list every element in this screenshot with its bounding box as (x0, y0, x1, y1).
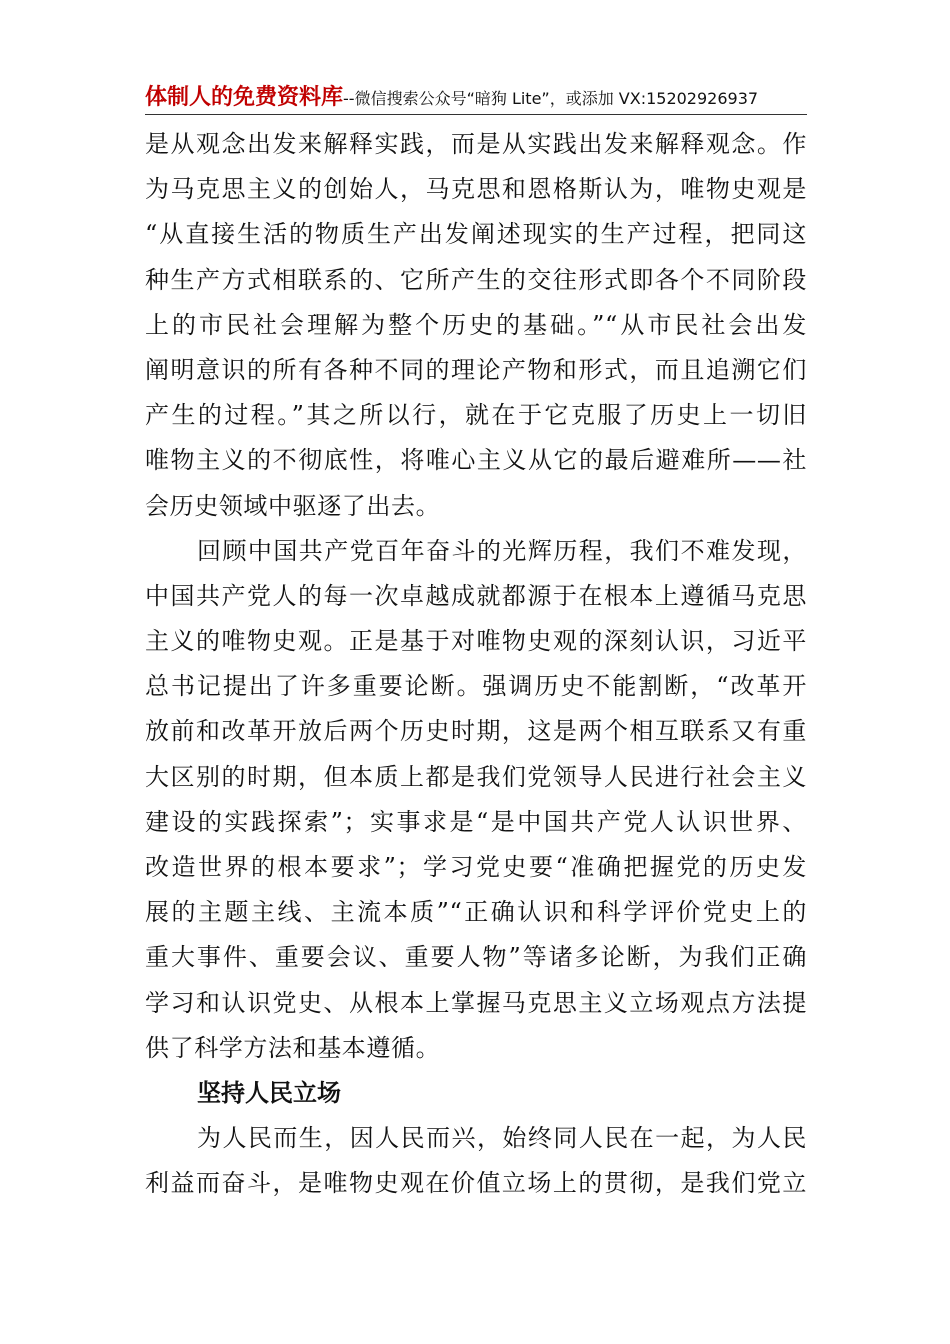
text-line: 大区别的时期，但本质上都是我们党领导人民进行社会主义 (145, 762, 807, 791)
text-line: 中国共产党人的每一次卓越成就都源于在根本上遵循马克思 (145, 581, 807, 610)
text-line: 为马克思主义的创始人，马克思和恩格斯认为，唯物史观是 (145, 175, 807, 204)
text-line: 总书记提出了许多重要论断。强调历史不能割断，“改革开 (145, 672, 807, 701)
text-line: 供了科学方法和基本遵循。 (145, 1033, 441, 1062)
header-divider (145, 114, 807, 115)
text-line: 主义的唯物史观。正是基于对唯物史观的深刻认识，习近平 (145, 627, 807, 656)
section-heading: 坚持人民立场 (197, 1078, 341, 1107)
paragraph-1 (145, 122, 807, 529)
text-line: 唯物主义的不彻底性，将唯心主义从它的最后避难所——社 (145, 446, 807, 475)
text-line: 会历史领域中驱逐了出去。 (145, 491, 441, 520)
text-line: 上的市民社会理解为整个历史的基础。”“从市民社会出发 (145, 310, 807, 339)
text-line: 种生产方式相联系的、它所产生的交往形式即各个不同阶段 (145, 265, 807, 294)
text-line: “从直接生活的物质生产出发阐述现实的生产过程，把同这 (145, 220, 807, 249)
text-line: 展的主题主线、主流本质”“正确认识和科学评价党史上的 (145, 898, 807, 927)
text-line: 建设的实践探索”；实事求是“是中国共产党人认识世界、 (145, 807, 807, 836)
header-contact: --微信搜索公众号“暗狗 Lite”，或添加 VX:15202926937 (343, 89, 759, 108)
paragraph-2 (145, 529, 807, 1071)
document-body (145, 122, 807, 1207)
text-line: 是从观念出发来解释实践，而是从实践出发来解释观念。作 (145, 130, 807, 158)
text-line: 重大事件、重要会议、重要人物”等诸多论断，为我们正确 (145, 943, 807, 972)
text-line: 产生的过程。”其之所以行，就在于它克服了历史上一切旧 (145, 401, 807, 430)
page-header (145, 80, 807, 116)
header-title: 体制人的免费资料库 (145, 85, 344, 110)
text-line: 回顾中国共产党百年奋斗的光辉历程，我们不难发现， (197, 536, 807, 565)
text-line: 为人民而生，因人民而兴，始终同人民在一起，为人民 (197, 1124, 807, 1153)
text-line: 放前和改革开放后两个历史时期，这是两个相互联系又有重 (145, 717, 807, 746)
text-line: 阐明意识的所有各种不同的理论产物和形式，而且追溯它们 (145, 355, 807, 384)
text-line: 改造世界的根本要求”；学习党史要“准确把握党的历史发 (145, 853, 807, 881)
paragraph-3 (145, 1116, 807, 1206)
text-line: 学习和认识党史、从根本上掌握马克思主义立场观点方法提 (145, 988, 807, 1017)
text-line: 利益而奋斗，是唯物史观在价值立场上的贯彻，是我们党立 (145, 1169, 807, 1198)
